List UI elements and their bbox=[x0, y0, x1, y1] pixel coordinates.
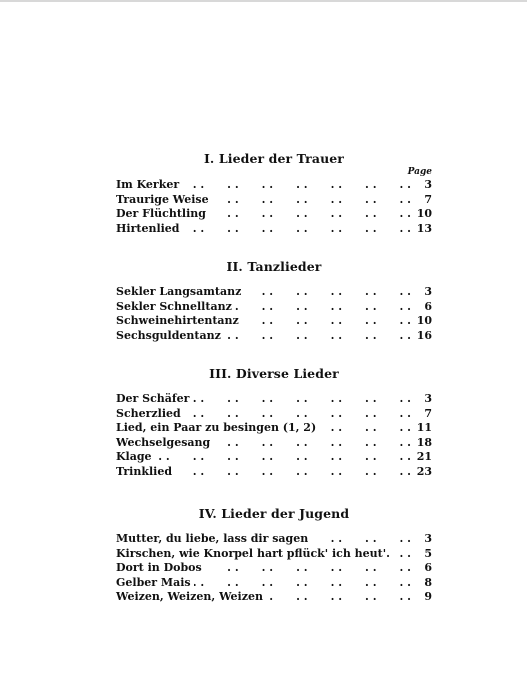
toc-entry bbox=[116, 178, 432, 193]
entry-page: 11 bbox=[416, 421, 432, 434]
dot-leader bbox=[184, 407, 411, 422]
dot-leader bbox=[311, 532, 411, 547]
entry-page: 13 bbox=[416, 221, 432, 235]
dot-leader bbox=[212, 193, 411, 208]
toc-section-1 bbox=[116, 150, 432, 236]
dot-leader bbox=[242, 314, 411, 329]
entry-page: 3 bbox=[424, 285, 432, 298]
entry-title: Sechsguldentanz bbox=[116, 328, 221, 342]
dot-leader bbox=[192, 392, 411, 407]
toc-entry bbox=[116, 300, 432, 315]
entry-title: Der Flüchtling bbox=[116, 207, 206, 220]
toc-entry bbox=[116, 576, 432, 591]
dot-leader bbox=[209, 207, 411, 222]
entry-title: Sekler Langsamtanz bbox=[116, 285, 242, 298]
entry-title: Dort in Dobos bbox=[116, 561, 202, 574]
toc-entry bbox=[116, 285, 432, 300]
toc-entry bbox=[116, 590, 432, 605]
dot-leader bbox=[213, 436, 411, 451]
section-title: II. Tanzlieder bbox=[226, 259, 322, 274]
entry-page: 7 bbox=[424, 406, 432, 420]
entry-page: 6 bbox=[424, 299, 432, 313]
toc-entry bbox=[116, 532, 432, 547]
dot-leader bbox=[194, 576, 411, 591]
section-title: IV. Lieder der Jugend bbox=[198, 506, 350, 521]
toc-entry bbox=[116, 436, 432, 451]
entry-page: 10 bbox=[416, 314, 432, 327]
entry-page: 6 bbox=[424, 561, 432, 574]
entry-page: 23 bbox=[416, 464, 432, 478]
dot-leader bbox=[182, 178, 411, 193]
toc-section-3 bbox=[116, 365, 432, 479]
table-of-contents bbox=[116, 150, 432, 605]
toc-entry bbox=[116, 314, 432, 329]
dot-leader bbox=[224, 329, 411, 344]
entry-title: Weizen, Weizen, Weizen bbox=[116, 590, 263, 603]
dot-leader bbox=[155, 450, 411, 465]
entry-title: Hirtenlied bbox=[116, 221, 180, 235]
entry-page: 3 bbox=[424, 178, 432, 191]
entry-page: 10 bbox=[416, 207, 432, 220]
toc-section-4 bbox=[116, 505, 432, 605]
entry-title: Kirschen, wie Knorpel hart pflück' ich heut'. bbox=[116, 546, 390, 560]
entry-page: 5 bbox=[424, 546, 432, 560]
dot-leader bbox=[319, 421, 411, 436]
dot-leader bbox=[205, 561, 411, 576]
entry-title: Traurige Weise bbox=[116, 192, 209, 206]
entry-title: Trinklied bbox=[116, 464, 173, 478]
toc-entry bbox=[116, 465, 432, 480]
entry-page: 3 bbox=[424, 532, 432, 545]
section-title: III. Diverse Lieder bbox=[209, 366, 339, 381]
entry-title: Wechselgesang bbox=[116, 435, 211, 449]
entry-title: Sekler Schnelltanz bbox=[116, 299, 232, 313]
toc-entry bbox=[116, 547, 432, 562]
page-top-edge bbox=[0, 0, 527, 2]
entry-title: Klage bbox=[116, 450, 152, 463]
dot-leader bbox=[183, 222, 412, 237]
entry-page: 3 bbox=[424, 392, 432, 405]
entry-title: Scherzlied bbox=[116, 406, 181, 420]
entry-page: 21 bbox=[416, 450, 432, 463]
toc-entry bbox=[116, 561, 432, 576]
toc-section-2 bbox=[116, 258, 432, 343]
entry-page: 16 bbox=[416, 328, 432, 342]
toc-entry bbox=[116, 207, 432, 222]
entry-page: 7 bbox=[424, 192, 432, 206]
toc-entry bbox=[116, 329, 432, 344]
toc-entry bbox=[116, 392, 432, 407]
toc-entry bbox=[116, 193, 432, 208]
toc-entry bbox=[116, 222, 432, 237]
section-title: I. Lieder der Trauer bbox=[203, 151, 344, 166]
entry-page: 8 bbox=[424, 575, 432, 589]
entry-page: 18 bbox=[416, 435, 432, 449]
dot-leader bbox=[235, 300, 411, 315]
toc-entry bbox=[116, 450, 432, 465]
dot-leader bbox=[393, 547, 411, 562]
dot-leader bbox=[244, 285, 411, 300]
page-column-label: Page bbox=[407, 167, 432, 177]
entry-title: Der Schäfer bbox=[116, 392, 190, 405]
entry-title: Im Kerker bbox=[116, 178, 180, 191]
entry-title: Mutter, du liebe, lass dir sagen bbox=[116, 532, 309, 545]
entry-title: Schweinehirtentanz bbox=[116, 314, 239, 327]
toc-entry bbox=[116, 407, 432, 422]
dot-leader bbox=[175, 465, 411, 480]
entry-title: Gelber Mais bbox=[116, 575, 191, 589]
toc-entry bbox=[116, 421, 432, 436]
entry-title: Lied, ein Paar zu besingen (1, 2) bbox=[116, 421, 317, 434]
dot-leader bbox=[266, 590, 411, 605]
entry-page: 9 bbox=[424, 590, 432, 603]
